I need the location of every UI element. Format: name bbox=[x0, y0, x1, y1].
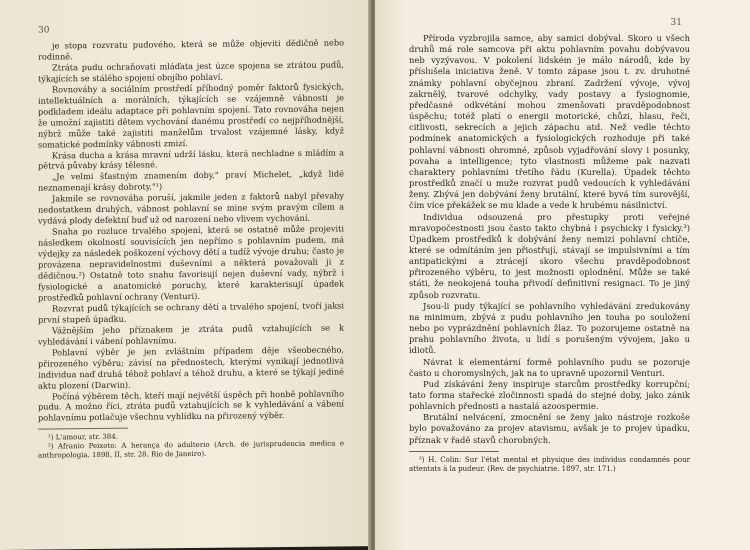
paragraph: je stopa rozvratu pudového, která se může objeviti dědičně nebo rodinně. bbox=[38, 37, 344, 62]
paragraph: Jakmile se rovnováha poruší, jakmile jeden z faktorů nabyl převahy nedostatkem druhých, vábnost pohlavní se mine svým pravým cílem a vydává plody defektní buď už od narození nebo vlivem vychování. bbox=[38, 190, 344, 226]
left-body-text bbox=[38, 37, 344, 424]
paragraph: Pud získávání ženy inspiruje starcům prostředky korrupční; tato forma stařecké zločinnosti spadá do stejné doby, jako zánik pohlavních přednosti a nastalá azoospermie. bbox=[409, 378, 690, 412]
paragraph: Pohlavní výběr je jen zvláštním případem děje všeobecného, přirozeného výběru; závisí na přednostech, kterými vynikají jednotlivá individua naď druhá téhož pohlaví a téhož druhu, a které se týkají jediné aktu plození (Darwin). bbox=[38, 344, 344, 391]
right-footnotes bbox=[409, 456, 690, 474]
page-number: 30 bbox=[38, 25, 50, 36]
footnote: ²) Afranio Peixoto: A herança do adulterio (Arch. de jurisprudencia medica e anthropologia. 1898, II, str. 28. Rio de Janeiro). bbox=[38, 439, 344, 460]
paragraph: Individua odsouzená pro přestupky proti veřejné mravopočestnosti jsou často takto chybná i psychicky i fysicky.³) Úpadkem prostředků k dobývání ženy nemizí pohlavní chtíče, které se odmítáním jen přiostřují, stávají se impulsivními a tím antipatickými a ztrácejí skoro všechu pravděpodobnost přirozeného výběru, to jest možnosti oplodnění. Může se také státi, že neokojená touha přivodí definitivní resignaci. To je jiný způsob rozvratu. bbox=[409, 211, 690, 300]
paragraph: „Je velmi šťastným znamením doby," praví Michelet, „když lidé neznamenají krásy dobroty."¹) bbox=[38, 168, 344, 193]
paragraph: Jsou-li pudy týkající se pohlavního vyhledávání zredukovány na minimum, zbývá z pudu pohlavního jen touha po souložení nebo po vyprázdnění pohlavních žlaz. To pozorujeme ostatně na prahu pohlavního života, u lidí s porušeným vývojem, jako u idiotů. bbox=[409, 300, 690, 356]
left-footnotes bbox=[38, 431, 344, 461]
paragraph: Snaha po rozluce trvalého spojení, která se ostatně může projeviti následkem okolností souvisících jen nepřímo s pohlavním pudem, má výdejky za následek poškození výchovy dětí a tudíž vývoje druhu; často je provázena nepravidelnostmi duševními a některá považovali ji z dědičnou.²) Ostatně toto snahu favorisují nejen duševní vady, nýbrž i fysiologické a anatomické poruchy, které karakterisují úpadek prostředků pohlavní ochrany (Venturi). bbox=[38, 223, 344, 303]
page-number: 31 bbox=[670, 18, 682, 28]
footnote-rule bbox=[38, 428, 128, 430]
right-body-text bbox=[409, 33, 690, 446]
paragraph: Vážnějším jeho příznakem je ztráta pudů vztahujících se k vyhledávání i vábení pohlavnímu. bbox=[38, 322, 344, 347]
paragraph: Brutální nelvácení, zmocnění se ženy jako nástroje rozkoše bylo považováno za projev atavismu, avšak je to projev úpadku, příznak v řadě stavů chorobných. bbox=[409, 412, 690, 445]
paragraph: Příroda vyzbrojila samce, aby samici dobýval. Skoro u všech druhů má role samcova při aktu pohlavním povahu dobývavou neb vyzývavou. V pokolení lidském je málo národů, kde by příslušela iniciativa ženě. V tomto zápase jsou t. zv. druhotné známky pohlavní obyčejnou zbraní. Zadržení vývoje, vývoj zakrnělý, tvarové odchylky, vady postavy a fysiognomie, předčasné odkvétání mohou zmenšovati pravděpodobnost úspěchu; totéž platí o energii motorické, chůzi, hlasu, řeči, citlivosti, sekrecích a jejich zápachu atd. Než vedle těchto podmínek anatomických a fysiologických rozhoduje při také pohlavní vábnosti ohromné, způsob vyjadřování slovy i posunky, povaha a intelligence; tyto vlastnosti můžeme pak nazvati charaktery pohlavními třetího řádu (Kurella). Úpadek těchto prostředků značí u muže rozvrat pudů vedoucích k vyhledávání ženy. Zbývá jen dobývání ženy brutální, které byvá tím surovější, čím více překážek se mu klade a vede k hrubému násilnictví. bbox=[409, 33, 690, 211]
paragraph: Rozvrat pudů týkajících se ochrany dětí a trvalého spojení, tvoří jaksi první stupeň úpadku. bbox=[38, 300, 344, 325]
paragraph: Návrat k elementární formě pohlavního pudu se pozoruje často u choromyslných, jak na to upravně upozornil Venturi. bbox=[409, 356, 690, 378]
paragraph: Rovnováhy a sociálním prostředí příhodný poměr faktorů fysických, intellektuálních a morálních, týkajících se vzájemně vábnosti je podkladem ideálu adaptace při pohlavním spojení. Tato rovnováha nejen že umožní zajistiti dětem vychování danému prostředí co nejpříhodnější, nýbrž může také zajistiti manželům trvalost vzájemné lásky, když somatické podmínky vábnosti zmizí. bbox=[38, 81, 344, 150]
footnote: ¹) L'amour, str. 384. bbox=[48, 433, 118, 442]
paragraph: Ztráta pudu ochraňovati mláďata jest úzce spojena se ztrátou pudů, týkajících se stálého spojení obojího pohlaví. bbox=[38, 59, 344, 84]
footnote: ³) H. Colin: Sur l'état mental et physique des individus condamnés pour attentats à la pudeur. (Rev. de psychiatrie. 1897, str. 171.) bbox=[409, 455, 690, 473]
right-page bbox=[375, 0, 750, 550]
paragraph: Počíná výběrem těch, kteří mají největší úspěch při honbě pohlavního pudu. A možno říci, ztráta pudů vztahujících se k vyhledávání a vábení pohlavnímu potlačuje všechnu vyhlídku na přirozený výběr. bbox=[38, 387, 344, 424]
left-page bbox=[0, 0, 372, 550]
footnote-rule bbox=[409, 451, 499, 452]
paragraph: Krása ducha a krása mravní udrží lásku, která nechladne s mládím a pětrvá půvaby krásy tělesné. bbox=[38, 146, 344, 172]
